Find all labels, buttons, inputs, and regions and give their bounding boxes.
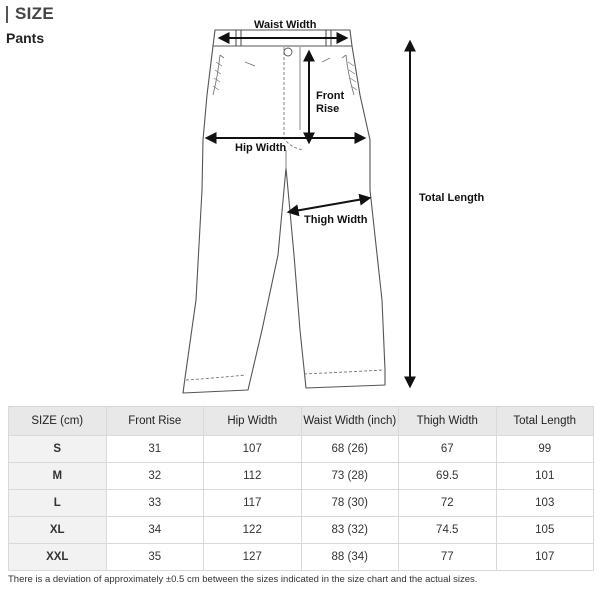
size-cell: XXL <box>9 544 107 571</box>
size-cell: M <box>9 463 107 490</box>
size-table-container <box>8 406 594 571</box>
table-row <box>9 490 594 517</box>
table-cell: 78 (30) <box>301 490 399 517</box>
table-row <box>9 517 594 544</box>
table-cell: 35 <box>106 544 204 571</box>
column-header-size: SIZE (cm) <box>9 407 107 436</box>
size-table <box>8 406 594 571</box>
table-cell: 73 (28) <box>301 463 399 490</box>
deviation-footnote: There is a deviation of approximately ±0.5 cm between the sizes indicated in the size chart and the actual sizes. <box>8 574 478 585</box>
table-header-row <box>9 407 594 436</box>
table-cell: 34 <box>106 517 204 544</box>
table-cell: 122 <box>204 517 302 544</box>
table-cell: 107 <box>496 544 594 571</box>
waist-width-label: Waist Width <box>254 19 317 31</box>
column-header-thigh-width: Thigh Width <box>399 407 497 436</box>
table-cell: 31 <box>106 436 204 463</box>
table-cell: 127 <box>204 544 302 571</box>
table-cell: 88 (34) <box>301 544 399 571</box>
table-row <box>9 544 594 571</box>
table-cell: 68 (26) <box>301 436 399 463</box>
table-row <box>9 436 594 463</box>
table-cell: 83 (32) <box>301 517 399 544</box>
table-cell: 101 <box>496 463 594 490</box>
table-cell: 103 <box>496 490 594 517</box>
column-header-total-length: Total Length <box>496 407 594 436</box>
table-cell: 74.5 <box>399 517 497 544</box>
size-cell: XL <box>9 517 107 544</box>
total-length-label: Total Length <box>419 192 485 204</box>
table-cell: 112 <box>204 463 302 490</box>
size-cell: S <box>9 436 107 463</box>
table-cell: 33 <box>106 490 204 517</box>
table-row <box>9 463 594 490</box>
table-cell: 99 <box>496 436 594 463</box>
section-title-text: SIZE <box>15 4 54 23</box>
size-cell: L <box>9 490 107 517</box>
table-cell: 67 <box>399 436 497 463</box>
table-cell: 77 <box>399 544 497 571</box>
hip-width-label: Hip Width <box>235 142 287 154</box>
table-cell: 105 <box>496 517 594 544</box>
table-cell: 72 <box>399 490 497 517</box>
table-cell: 69.5 <box>399 463 497 490</box>
front-rise-label-line2: Rise <box>316 103 340 115</box>
front-rise-label-line1: Front <box>316 90 345 102</box>
column-header-front-rise: Front Rise <box>106 407 204 436</box>
column-header-hip-width: Hip Width <box>204 407 302 436</box>
column-header-waist-width: Waist Width (inch) <box>301 407 399 436</box>
table-cell: 32 <box>106 463 204 490</box>
thigh-width-label: Thigh Width <box>304 214 368 226</box>
table-cell: 107 <box>204 436 302 463</box>
product-type-label: Pants <box>6 30 45 46</box>
table-cell: 117 <box>204 490 302 517</box>
